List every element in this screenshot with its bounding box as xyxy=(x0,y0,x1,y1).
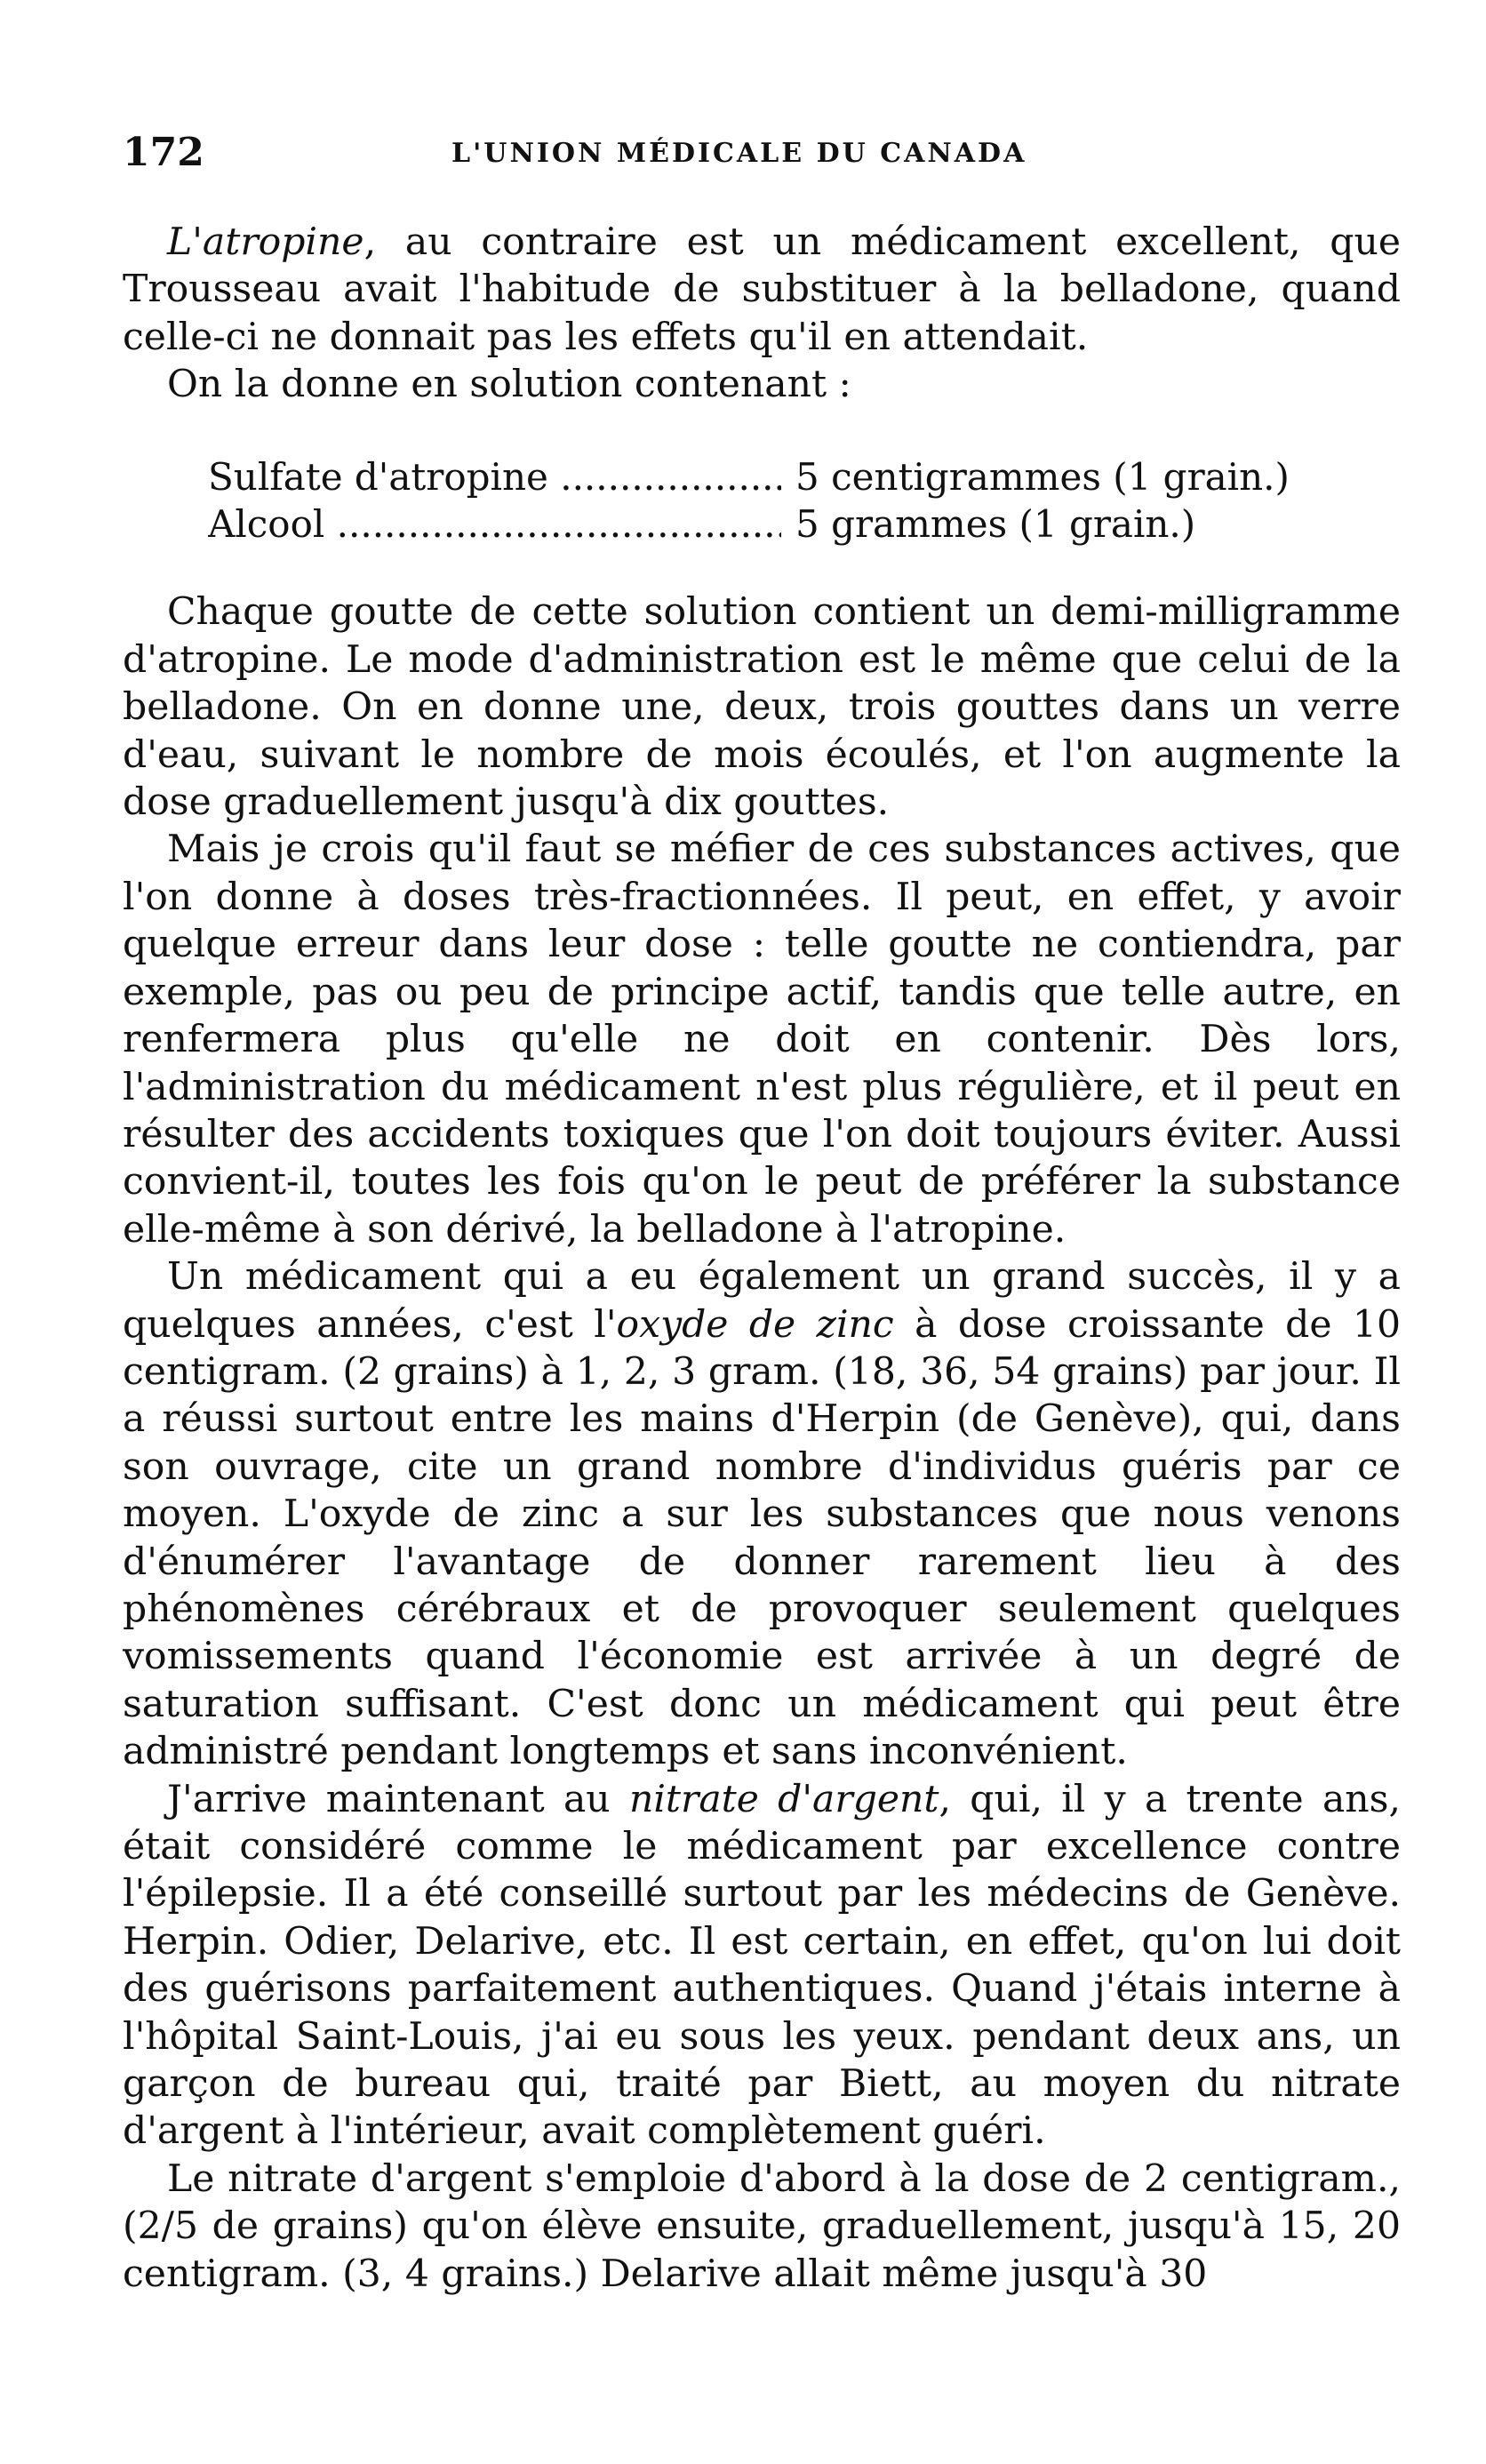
page-header xyxy=(123,126,1399,180)
formula-row xyxy=(208,500,1401,548)
page-number: 172 xyxy=(123,130,204,175)
paragraph-caution: Mais je crois qu'il faut se méfier de ces substances actives, que l'on donne à doses très-fractionnées. Il peut, en effet, y avoir quelque erreur dans leur dose : telle goutte ne contiendra, par exemple, pas ou peu de principe actif, tandis que telle autre, en renfermera plus qu'elle ne doit en contenir. Dès lors, l'administration du médicament n'est plus régulière, et il peut en résulter des accidents toxiques que l'on doit toujours éviter. Aussi convient-il, toutes les fois qu'on le peut de préférer la substance elle-même à son dérivé, la belladone à l'atropine. xyxy=(123,828,1401,1252)
formula-ingredient: Alcool ..... xyxy=(208,500,781,548)
paragraph-zinc-italic: oxyde de zinc xyxy=(616,1302,894,1347)
formula-quantity: 5 centigrammes (1 grain.) xyxy=(795,454,1290,499)
running-title: L'UNION MÉDICALE DU CANADA xyxy=(451,138,1027,169)
paragraph-dosage: Chaque goutte de cette solution contient un demi-milligramme d'atropine. Le mode d'administration est le même que celui de la belladone. On en donne une, deux, trois gouttes dans un verre d'eau, suivant le nombre de mois écoulés, et l'on augmente la dose graduellement jusqu'à dix gouttes. xyxy=(123,590,1401,825)
paragraph-zinc-oxide xyxy=(123,1253,1401,1775)
paragraph-solution-intro: On la donne en solution contenant : xyxy=(167,363,851,407)
formula-quantity: 5 grammes (1 grain.) xyxy=(795,502,1196,547)
paragraph-atropine-italic: L'atropine xyxy=(167,220,364,264)
paragraph-silver-italic: nitrate d'argent xyxy=(628,1777,939,1821)
paragraph-zinc-text-after: à dose croissante de 10 centigram. (2 grains) à 1, 2, 3 gram. (18, 36, 54 grains) par jour. Il a réussi surtout entre les mains d'Herpin (de Genève), qui, dans son ouvrage, cite un grand nombre d'individus guéris par ce moyen. L'oxyde de zinc a sur les substances que nous venons d'énumérer l'avantage de donner rarement lieu à des phénomènes cérébraux et de provoquer seulement quelques vomissements quand l'économie est arrivée à un degré de saturation suffisant. C'est donc un médicament qui peut être administré pendant longtemps et sans inconvénient. xyxy=(123,1302,1401,1774)
formula-ingredient: Sulfate d'atropine ..... xyxy=(208,453,781,500)
paragraph-atropine xyxy=(123,219,1401,361)
paragraph-silver-nitrate xyxy=(123,1776,1401,2156)
paragraph-zinc-text-before: Un médicament qui a eu également un grand succès, il y a quelques années, c'est l' xyxy=(123,1255,1401,1347)
paragraph-silver-text-before: J'arrive maintenant au xyxy=(167,1777,629,1821)
body-text xyxy=(123,219,1401,2298)
formula-table xyxy=(208,453,1401,548)
formula-row xyxy=(208,453,1401,500)
paragraph-atropine-text: , au contraire est un médicament excellent, que Trousseau avait l'habitude de substituer à la belladone, quand celle-ci ne donnait pas les effets qu'il en attendait. xyxy=(123,220,1401,359)
paragraph-silver-text-after: , qui, il y a trente ans, était considéré comme le médicament par excellence contre l'épilepsie. Il a été conseillé surtout par les médecins de Genève. Herpin. Odier, Delarive, etc. Il est certain, en effet, qu'on lui doit des guérisons parfaitement authentiques. Quand j'étais interne à l'hôpital Saint-Louis, j'ai eu sous les yeux. pendant deux ans, un garçon de bureau qui, traité par Biett, au moyen du nitrate d'argent à l'intérieur, avait complètement guéri. xyxy=(123,1777,1401,2154)
paragraph-silver-dosage: Le nitrate d'argent s'emploie d'abord à la dose de 2 centigram., (2/5 de grains) qu'on élève ensuite, graduellement, jusqu'à 15, 20 centigram. (3, 4 grains.) Delarive allait même jusqu'à 30 xyxy=(123,2156,1401,2296)
